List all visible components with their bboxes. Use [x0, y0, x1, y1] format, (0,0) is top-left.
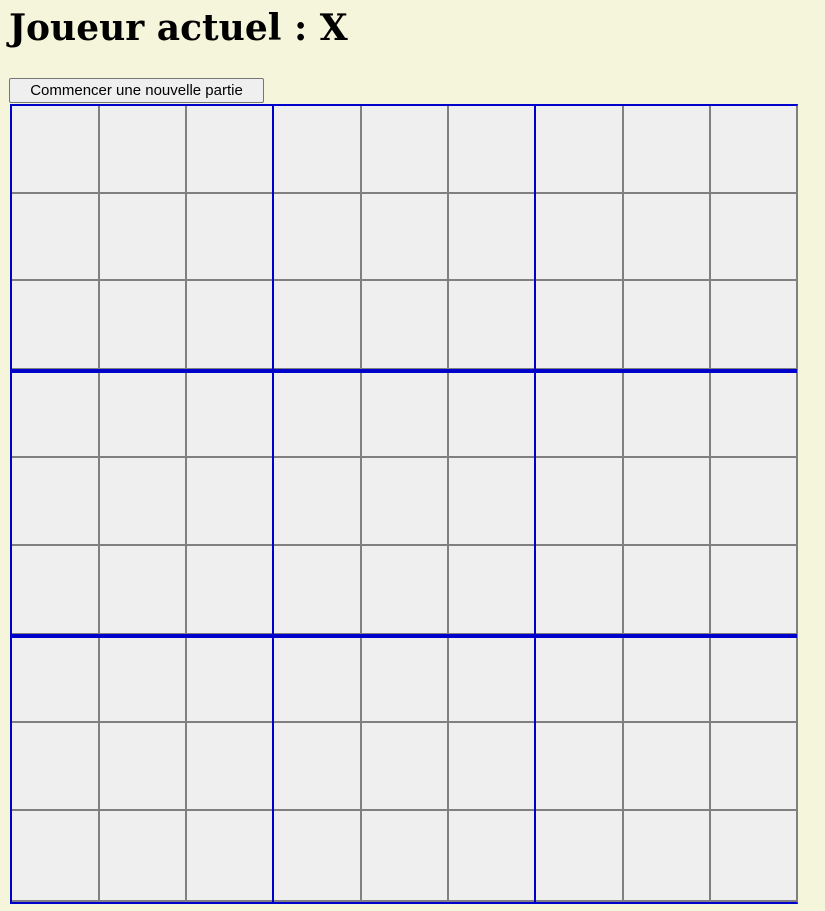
board-cell[interactable]: [362, 811, 449, 902]
board-cell[interactable]: [100, 281, 187, 370]
board-cell[interactable]: [187, 106, 274, 194]
board-cell[interactable]: [711, 194, 798, 281]
board-cell[interactable]: [187, 281, 274, 370]
board-cell[interactable]: [536, 194, 624, 281]
board-cell[interactable]: [274, 281, 362, 370]
board-cell[interactable]: [12, 723, 100, 811]
board-cell[interactable]: [449, 106, 536, 194]
board-cell[interactable]: [536, 106, 624, 194]
board-cell[interactable]: [362, 723, 449, 811]
board-cell[interactable]: [536, 546, 624, 635]
board-cell[interactable]: [274, 723, 362, 811]
board-cell[interactable]: [711, 723, 798, 811]
board-cell[interactable]: [274, 811, 362, 902]
board-cell[interactable]: [362, 281, 449, 370]
board-cell[interactable]: [711, 281, 798, 370]
board-cell[interactable]: [100, 723, 187, 811]
block-divider-horizontal: [12, 634, 797, 638]
board-cell[interactable]: [362, 370, 449, 458]
board-cell[interactable]: [187, 723, 274, 811]
board-cell[interactable]: [449, 635, 536, 723]
board-cell[interactable]: [100, 194, 187, 281]
board-cell[interactable]: [274, 546, 362, 635]
board-cell[interactable]: [449, 723, 536, 811]
game-board: [10, 104, 798, 904]
board-cell[interactable]: [100, 811, 187, 902]
board-cell[interactable]: [624, 635, 711, 723]
board-cell[interactable]: [711, 370, 798, 458]
board-cell[interactable]: [187, 458, 274, 546]
board-cell[interactable]: [100, 635, 187, 723]
board-cell[interactable]: [624, 546, 711, 635]
board-cell[interactable]: [711, 546, 798, 635]
board-cell[interactable]: [536, 458, 624, 546]
board-cell[interactable]: [274, 635, 362, 723]
board-cell[interactable]: [711, 106, 798, 194]
board-cell[interactable]: [187, 811, 274, 902]
board-cell[interactable]: [711, 811, 798, 902]
board-cell[interactable]: [362, 635, 449, 723]
board-cell[interactable]: [274, 370, 362, 458]
board-cell[interactable]: [449, 370, 536, 458]
board-cell[interactable]: [711, 635, 798, 723]
board-cell[interactable]: [449, 194, 536, 281]
board-cell[interactable]: [12, 194, 100, 281]
board-cell[interactable]: [624, 281, 711, 370]
board-cell[interactable]: [187, 635, 274, 723]
board-cell[interactable]: [12, 281, 100, 370]
board-cell[interactable]: [536, 811, 624, 902]
board-cell[interactable]: [12, 106, 100, 194]
board-cell[interactable]: [100, 458, 187, 546]
board-cell[interactable]: [624, 723, 711, 811]
board-cell[interactable]: [12, 811, 100, 902]
board-cell[interactable]: [362, 458, 449, 546]
page-title: Joueur actuel : X: [9, 7, 348, 49]
block-divider-horizontal: [12, 369, 797, 373]
board-cell[interactable]: [187, 370, 274, 458]
board-cell[interactable]: [362, 194, 449, 281]
board-cell[interactable]: [100, 546, 187, 635]
board-cell[interactable]: [100, 370, 187, 458]
board-cell[interactable]: [12, 546, 100, 635]
block-divider-vertical: [534, 106, 536, 902]
board-cell[interactable]: [362, 106, 449, 194]
board-cell[interactable]: [12, 458, 100, 546]
new-game-button[interactable]: Commencer une nouvelle partie: [9, 78, 264, 103]
board-cell[interactable]: [449, 811, 536, 902]
board-cell[interactable]: [624, 194, 711, 281]
board-cell[interactable]: [624, 458, 711, 546]
board-cell[interactable]: [624, 106, 711, 194]
board-cell[interactable]: [624, 811, 711, 902]
board-cell[interactable]: [536, 281, 624, 370]
board-cell[interactable]: [274, 106, 362, 194]
board-cell[interactable]: [12, 370, 100, 458]
board-cell[interactable]: [100, 106, 187, 194]
board-cell[interactable]: [449, 281, 536, 370]
board-cell[interactable]: [624, 370, 711, 458]
board-cell[interactable]: [12, 635, 100, 723]
board-cell[interactable]: [536, 635, 624, 723]
board-cell[interactable]: [274, 194, 362, 281]
board-cell[interactable]: [711, 458, 798, 546]
board-cell[interactable]: [449, 546, 536, 635]
board-cell[interactable]: [187, 546, 274, 635]
board-cell[interactable]: [536, 723, 624, 811]
board-cell[interactable]: [187, 194, 274, 281]
board-cell[interactable]: [362, 546, 449, 635]
board-cell[interactable]: [536, 370, 624, 458]
board-cell[interactable]: [274, 458, 362, 546]
board-cell[interactable]: [449, 458, 536, 546]
block-divider-vertical: [272, 106, 274, 902]
